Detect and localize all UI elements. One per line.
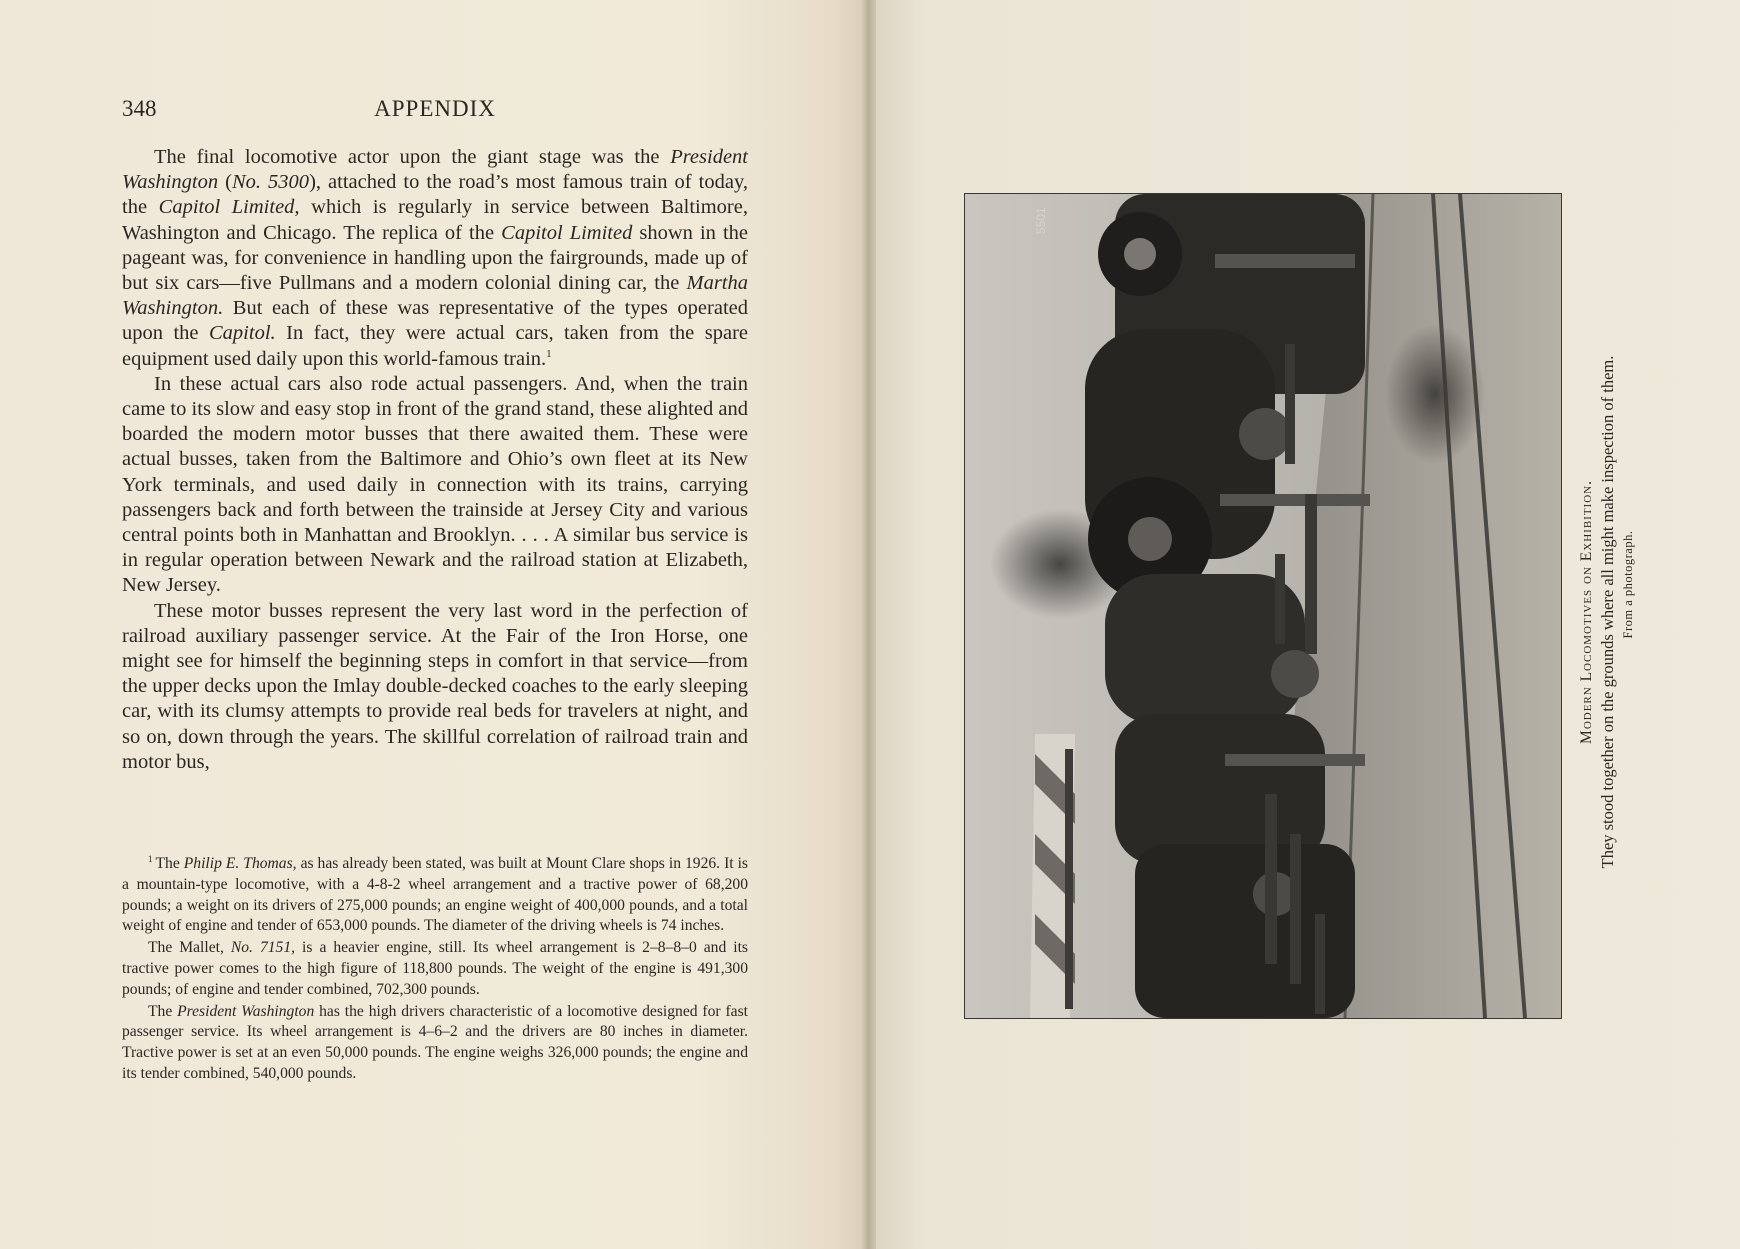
- footnote-mark: 1: [148, 853, 153, 864]
- page-number: 348: [122, 96, 157, 121]
- italic-run: Capitol.: [209, 322, 276, 345]
- caption-rotated: [1577, 317, 1635, 907]
- caption-credit: From a photograph.: [1621, 530, 1635, 639]
- paragraph-2: In these actual cars also rode actual passengers. And, when the train came to its slow and easy stop in front of the grand stand, these alighted and boarded the modern motor busses that there awaited them. These were actual busses, taken from the Baltimore and Ohio’s own fleet at its New York terminals, and used daily in connection with its trains, carrying passengers back and forth between the trainside at Jersey City and various central points both in Manhattan and Brooklyn. . . . A similar bus service is in regular operation between Newark and the railroad station at Elizabeth, New Jersey.: [122, 372, 748, 597]
- plate-caption: [1577, 317, 1635, 907]
- footnote-2: [122, 938, 748, 1000]
- text-run: which is regularly in service between Baltimore, Washington and Chicago. The replica of the: [122, 196, 748, 244]
- caption-title: Modern Locomotives on Exhibition.: [1578, 480, 1595, 744]
- footnote-reference: 1: [546, 347, 552, 360]
- text-run: ), attached to the road’s most famous train of today, the: [122, 171, 748, 219]
- text-run: (: [218, 171, 232, 194]
- text-run: has the high drivers characteristic of a locomotive designed for fast passenger service. Its wheel arrangement is 4–6–2 and the drivers are 80 inches in diameter. Tractive power is set at an even 50,000 pounds. The engine weighs 326,000 pounds; the engine and its tender combined, 540,000 pounds.: [122, 1002, 748, 1082]
- italic-run: No. 5300: [231, 171, 310, 194]
- text-run: The: [148, 1002, 178, 1020]
- footnote-1: [122, 854, 748, 937]
- smoke-plume: [1385, 324, 1485, 464]
- text-run: as has already been stated, was built at Mount Clare shops in 1926. It is a mountain-type locomotive, with a 4-8-2 wheel arrangement and a tractive power of 68,200 pounds; a weight on its drivers of 275,000 pounds; an engine weight of 400,000 pounds, and a total weight of engine and tender of 653,000 pounds. The diameter of the driving wheels is 74 inches.: [122, 855, 748, 935]
- italic-run: Philip E. Thomas,: [183, 855, 297, 872]
- body-text: [122, 145, 748, 775]
- text-run: But each of these was representative of the types operated upon the: [122, 297, 748, 345]
- caption-description: They stood together on the grounds where all might make inspection of them.: [1598, 355, 1617, 869]
- italic-run: No. 7151,: [230, 939, 296, 957]
- paragraph-1: [122, 145, 748, 372]
- footnote-3: [122, 1002, 748, 1085]
- italic-run: Martha Washington.: [122, 272, 748, 320]
- running-title: APPENDIX: [374, 96, 496, 121]
- text-run: The: [155, 855, 184, 872]
- striped-grandstand: [1030, 734, 1075, 1018]
- engine-number-plate: 5501: [1034, 207, 1048, 234]
- book-gutter: [862, 0, 876, 1249]
- italic-run: President Washington: [122, 146, 748, 194]
- left-page: [0, 0, 868, 1249]
- italic-run: Capitol Limited,: [158, 196, 300, 219]
- text-run: shown in the pageant was, for convenience in handling upon the fairgrounds, made up of but six cars—five Pullmans and a modern colonial dining car, the: [122, 221, 748, 295]
- paragraph-3: These motor busses represent the very last word in the perfection of railroad auxiliary passenger service. At the Fair of the Iron Horse, one might see for himself the beginning steps in comfort in that service—from the upper decks upon the Imlay double-decked coaches to the early sleeping car, with its clumsy attempts to provide real beds for travelers at night, and so on, down through the years. The skillful correlation of railroad train and motor bus,: [122, 599, 748, 773]
- photo-illustration: [965, 194, 1561, 1018]
- running-head: [122, 96, 748, 130]
- text-run: The Mallet,: [148, 939, 231, 957]
- italic-run: Capitol Limited: [501, 221, 633, 244]
- locomotive-photograph: [964, 193, 1562, 1019]
- footnotes: [122, 854, 748, 1086]
- text-run: is a heavier engine, still. Its wheel arrangement is 2–8–8–0 and its tractive power comes to the high figure of 118,800 pounds. The weight of the engine is 491,300 pounds; of engine and tender combined, 702,300 pounds.: [122, 939, 748, 998]
- text-run: In fact, they were actual cars, taken from the spare equipment used daily upon this world-famous train.: [122, 322, 749, 370]
- italic-run: President Washington: [177, 1002, 315, 1020]
- text-run: The final locomotive actor upon the giant stage was the: [154, 146, 671, 168]
